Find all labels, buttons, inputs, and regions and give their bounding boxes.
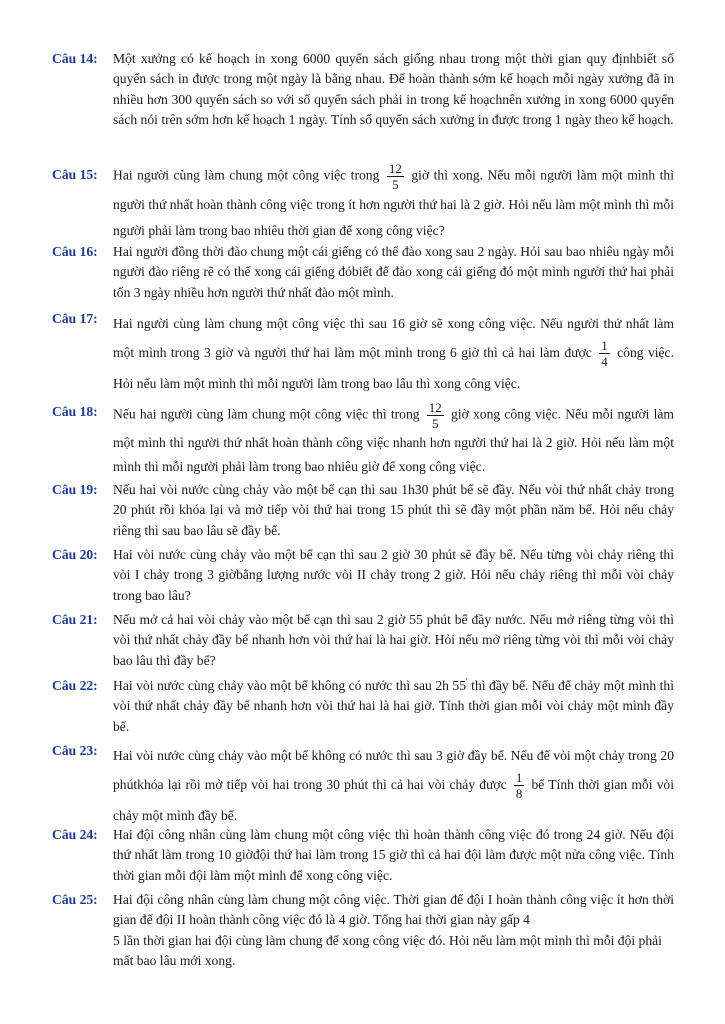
question-17 [52,309,674,398]
question-text-after: thì đầy bể. Nếu để chảy một mình thì vòi thứ nhất chảy đầy bể nhanh hơn vòi thứ hai là hai giờ. Tính thời gian mỗi vòi chảy một mình đầy bể. [113,678,675,734]
fraction-numerator: 1 [601,338,608,354]
question-14 [52,49,674,131]
question-label: Câu 19: [52,482,98,497]
question-text: Nếu mở cả hai vòi chảy vào một bể cạn thì sau 2 giờ 55 phút bể đầy nước. Nếu mở riêng từng vòi thì vòi thứ nhất chảy đầy bể nhanh hơn vòi thứ hai là hai giờ. Hỏi nếu mở riêng từng vòi thì mỗi vòi chảy bao lâu thì đầy bể? [113,612,674,668]
question-24 [52,825,674,886]
question-text-before: Hai vòi nước cùng chảy vào một bể không có nước thì sau 2h 55 [113,678,467,693]
fraction-denominator: 8 [515,786,523,802]
question-text-line2: 5 lần thời gian hai đội cùng làm chung để xong công việc đó. Hỏi nếu làm một mình thì mỗi đội phải mất bao lâu mới xong. [113,932,662,969]
fraction-numerator: 12 [388,161,402,176]
minute-mark: ' [466,676,468,687]
fraction-1-8 [514,770,525,801]
question-20 [52,545,674,606]
question-text-after: giờ thì xong. Nếu mỗi người làm một mình thì người thứ nhất hoàn thành công việc trong ít hơn người thứ hai là 2 giờ. Hỏi nếu làm một mình thì mỗi người phải làm trong bao nhiêu thời gian để xong công việc? [113,167,674,238]
fraction-1-4 [599,338,610,369]
question-text [113,676,674,737]
fraction-denominator: 5 [392,177,399,192]
question-16 [52,242,674,303]
question-text-after: công việc. Hỏi nếu làm một mình thì mỗi người làm trong bao lâu thì xong công việc. [113,345,674,392]
question-21 [52,610,674,671]
question-19 [52,480,674,541]
question-23 [52,741,674,830]
question-text-after: bể Tính thời gian mỗi vòi chảy một mình đầy bể. [113,777,675,824]
fraction-denominator: 5 [432,416,439,431]
fraction-numerator: 1 [515,770,523,786]
question-text: Một xưởng có kế hoạch in xong 6000 quyển sách giống nhau trong một thời gian quy địnhbiết số quyển sách in được trong một ngày là bằng nhau. Để hoàn thành sớm kế hoạch mỗi ngày xưởng đã in nhiều hơn 300 quyển sách so với số quyển sách phải in trong kế hoạchnên xưởng in xong 6000 quyển sách nói trên sớm hơn kế hoạch 1 ngày. Tính số quyển sách xưởng in được trong 1 ngày theo kế hoạch. [113,51,674,128]
question-label: Câu 14: [52,51,98,66]
question-text: Hai người đồng thời đào chung một cái giếng có thể đào xong sau 2 ngày. Hỏi sau bao nhiêu ngày mỗi người đào riêng rẽ có thể xong cái giếng đóbiết để đào xong cái giếng đó một mình người thứ hai phải tốn 3 ngày nhiều hơn người thứ nhất đào một mình. [113,244,674,300]
question-25 [52,890,674,972]
fraction-numerator: 12 [428,400,442,415]
question-15 [52,161,674,244]
question-text: Hai đội công nhân cùng làm chung một công việc thì hoàn thành công việc đó trong 24 giờ. Nếu đội thứ nhất làm trong 10 giờđội thứ hai làm trong 15 giờ thì cả hai đội làm được một nửa công việc. Tính thời gian mỗi đội làm một mình để xong công việc. [113,827,674,883]
question-label: Câu 20: [52,547,98,562]
question-label: Câu 17: [52,311,98,326]
question-text-before: Hai người cùng làm chung một công việc trong [113,167,380,183]
question-label: Câu 24: [52,827,98,842]
question-label: Câu 25: [52,892,98,907]
question-text: Hai vòi nước cùng chảy vào một bể cạn thì sau 2 giờ 30 phút sẽ đầy bể. Nếu từng vòi chảy riêng thì vòi I chảy trong 3 giờbằng lượng nước vòi II chảy trong 2 giờ. Hỏi nếu chảy riêng thì mỗi vòi chảy trong bao lâu? [113,547,674,603]
question-text-before: Nếu hai người cùng làm chung một công việc thì trong [113,406,420,422]
question-18 [52,400,674,479]
question-label: Câu 16: [52,244,98,259]
fraction-12-5 [427,400,444,431]
fraction-denominator: 4 [601,354,608,370]
question-22 [52,676,674,737]
question-text-line1: Hai đội công nhân cùng làm chung một công việc. Thời gian để đội I hoàn thành công việc ít hơn thời gian để đội II hoàn thành công việc đó là 4 giờ. Tổng hai thời gian này gấp 4 [113,892,674,928]
question-label: Câu 18: [52,404,98,419]
question-text-before: Hai vòi nước cùng chảy vào một bể không có nước thì sau 3 giờ đầy bể. Nếu để vòi một chảy trong 20 phútkhóa lại rồi mở tiếp vòi hai trong 30 phút thì cả hai vòi chảy được [113,748,674,792]
question-label: Câu 15: [52,167,98,182]
question-text-after: giờ xong công việc. Nếu mỗi người làm một mình thì người thứ nhất hoàn thành công việc nhanh hơn người thứ hai là 2 giờ. Hỏi nếu làm một mình thì mỗi người phải làm trong bao nhiêu giờ để xong công việc. [113,406,675,474]
question-text: Nếu hai vòi nước cùng chảy vào một bể cạn thì sau 1h30 phút bể sẽ đầy. Nếu vòi thứ nhất chảy trong 20 phút rồi khóa lại và mở tiếp vòi thứ hai trong 15 phút thì sẽ đầy một phần năm bể. Hỏi nếu chảy riêng thì sau bao lâu sẽ đầy bể. [113,482,674,538]
question-label: Câu 23: [52,743,98,758]
question-label: Câu 22: [52,678,98,693]
fraction-12-5 [387,161,404,192]
question-label: Câu 21: [52,612,98,627]
question-text-before: Hai người cùng làm chung một công việc thì sau 16 giờ sẽ xong công việc. Nếu người thứ nhất làm một mình trong 3 giờ và người thứ hai làm một mình trong 6 giờ thì cả hai làm được [113,316,674,360]
